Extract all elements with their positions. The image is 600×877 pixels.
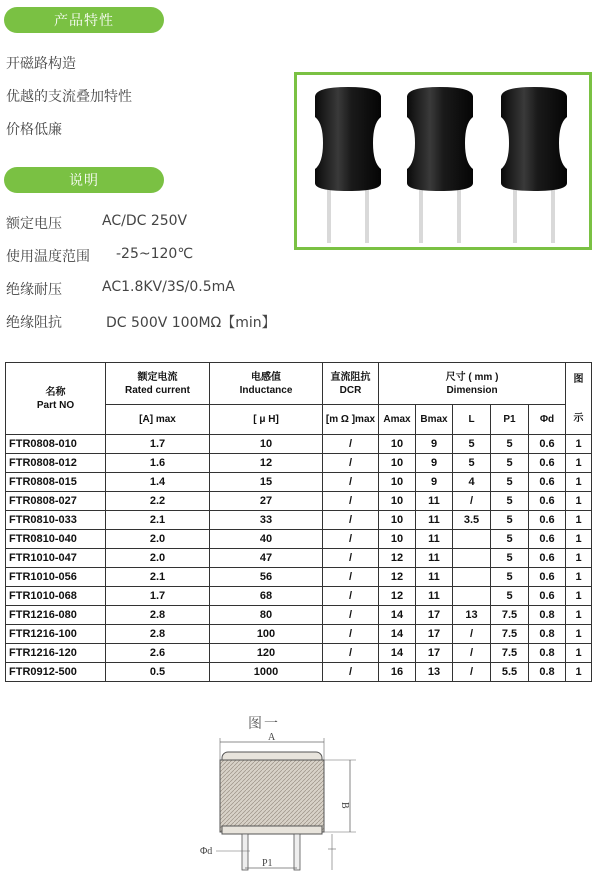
- spec-insulation-resistance: [6, 312, 276, 332]
- cell-phid: 0.8: [529, 625, 566, 644]
- cell-l: /: [453, 644, 491, 663]
- cell-bmax: 17: [416, 625, 453, 644]
- cell-p1: 5: [491, 454, 529, 473]
- table-row: [6, 492, 592, 511]
- cell-amax: 14: [379, 625, 416, 644]
- spec-insulation-voltage: [6, 279, 235, 299]
- cell-l: [453, 587, 491, 606]
- table-row: [6, 473, 592, 492]
- cell-amax: 10: [379, 435, 416, 454]
- cell-part-no: FTR0808-010: [6, 435, 106, 454]
- cell-part-no: FTR0808-027: [6, 492, 106, 511]
- cell-phid: 0.8: [529, 606, 566, 625]
- cell-rated-current: 1.7: [106, 435, 210, 454]
- cell-inductance: 80: [210, 606, 323, 625]
- cell-l: 13: [453, 606, 491, 625]
- table-row: [6, 587, 592, 606]
- cell-figure: 1: [566, 454, 592, 473]
- cell-phid: 0.8: [529, 663, 566, 682]
- cell-phid: 0.6: [529, 454, 566, 473]
- cell-rated-current: 2.6: [106, 644, 210, 663]
- cell-rated-current: 0.5: [106, 663, 210, 682]
- cell-l: 3.5: [453, 511, 491, 530]
- cell-rated-current: 2.1: [106, 568, 210, 587]
- product-photo: [294, 72, 592, 250]
- cell-figure: 1: [566, 549, 592, 568]
- cell-part-no: FTR1216-120: [6, 644, 106, 663]
- table-row: [6, 644, 592, 663]
- cell-inductance: 120: [210, 644, 323, 663]
- cell-phid: 0.6: [529, 530, 566, 549]
- cell-bmax: 11: [416, 492, 453, 511]
- cell-bmax: 11: [416, 530, 453, 549]
- cell-rated-current: 2.8: [106, 625, 210, 644]
- header-part-no: 名称 Part NO: [6, 363, 106, 435]
- cell-amax: 10: [379, 454, 416, 473]
- cell-inductance: 33: [210, 511, 323, 530]
- cell-p1: 7.5: [491, 606, 529, 625]
- cell-phid: 0.8: [529, 644, 566, 663]
- cell-dcr: /: [323, 663, 379, 682]
- table-row: [6, 568, 592, 587]
- spec-label: 使用温度范围: [6, 249, 90, 265]
- notes-section-title: [4, 167, 164, 193]
- cell-figure: 1: [566, 473, 592, 492]
- cell-bmax: 17: [416, 606, 453, 625]
- inductor-image: [497, 83, 571, 243]
- cell-figure: 1: [566, 625, 592, 644]
- spec-table: [5, 362, 592, 682]
- cell-phid: 0.6: [529, 511, 566, 530]
- cell-rated-current: 2.1: [106, 511, 210, 530]
- cell-dcr: /: [323, 568, 379, 587]
- cell-figure: 1: [566, 606, 592, 625]
- cell-p1: 7.5: [491, 644, 529, 663]
- table-row: [6, 663, 592, 682]
- cell-phid: 0.6: [529, 492, 566, 511]
- cell-figure: 1: [566, 492, 592, 511]
- spec-value: AC/DC 250V: [102, 213, 188, 229]
- header-phid: Φd: [529, 405, 566, 435]
- cell-inductance: 1000: [210, 663, 323, 682]
- table-row: [6, 549, 592, 568]
- cell-figure: 1: [566, 587, 592, 606]
- cell-bmax: 11: [416, 549, 453, 568]
- cell-phid: 0.6: [529, 568, 566, 587]
- cell-l: [453, 530, 491, 549]
- cell-phid: 0.6: [529, 549, 566, 568]
- cell-bmax: 17: [416, 644, 453, 663]
- cell-l: /: [453, 663, 491, 682]
- spec-temperature: [6, 246, 194, 266]
- cell-part-no: FTR0808-012: [6, 454, 106, 473]
- cell-l: [453, 568, 491, 587]
- cell-bmax: 11: [416, 587, 453, 606]
- features-section-label: 产品特性: [54, 13, 114, 29]
- header-amax: Amax: [379, 405, 416, 435]
- header-dcr: 直流阻抗 DCR: [323, 363, 379, 405]
- cell-amax: 10: [379, 511, 416, 530]
- cell-dcr: /: [323, 606, 379, 625]
- cell-phid: 0.6: [529, 435, 566, 454]
- header-dcr-unit: [m Ω ]max: [323, 405, 379, 435]
- cell-figure: 1: [566, 568, 592, 587]
- spec-table-body: [6, 435, 592, 682]
- cell-l: [453, 549, 491, 568]
- cell-dcr: /: [323, 435, 379, 454]
- cell-part-no: FTR1010-068: [6, 587, 106, 606]
- table-row: [6, 454, 592, 473]
- cell-p1: 5: [491, 549, 529, 568]
- header-rated-current: 额定电流 Rated current: [106, 363, 210, 405]
- cell-inductance: 27: [210, 492, 323, 511]
- cell-figure: 1: [566, 511, 592, 530]
- cell-p1: 7.5: [491, 625, 529, 644]
- spec-label: 绝缘阻抗: [6, 315, 62, 331]
- cell-amax: 12: [379, 568, 416, 587]
- cell-rated-current: 1.7: [106, 587, 210, 606]
- header-figure: 图 示: [566, 363, 592, 435]
- cell-p1: 5: [491, 435, 529, 454]
- cell-amax: 10: [379, 492, 416, 511]
- cell-inductance: 12: [210, 454, 323, 473]
- cell-part-no: FTR0810-033: [6, 511, 106, 530]
- cell-rated-current: 2.0: [106, 549, 210, 568]
- cell-l: /: [453, 492, 491, 511]
- notes-section-label: 说明: [69, 173, 99, 189]
- dimension-drawing: [190, 730, 370, 876]
- header-p1: P1: [491, 405, 529, 435]
- header-current-unit: [A] max: [106, 405, 210, 435]
- cell-figure: 1: [566, 663, 592, 682]
- label-b: B: [339, 802, 350, 809]
- table-row: [6, 606, 592, 625]
- cell-figure: 1: [566, 435, 592, 454]
- cell-inductance: 40: [210, 530, 323, 549]
- cell-rated-current: 1.4: [106, 473, 210, 492]
- cell-amax: 16: [379, 663, 416, 682]
- cell-rated-current: 2.8: [106, 606, 210, 625]
- cell-l: 5: [453, 454, 491, 473]
- cell-dcr: /: [323, 473, 379, 492]
- spec-value: -25~120℃: [116, 246, 194, 262]
- cell-bmax: 9: [416, 473, 453, 492]
- cell-amax: 12: [379, 587, 416, 606]
- cell-part-no: FTR1216-080: [6, 606, 106, 625]
- cell-part-no: FTR0912-500: [6, 663, 106, 682]
- cell-rated-current: 2.2: [106, 492, 210, 511]
- table-row: [6, 511, 592, 530]
- cell-amax: 10: [379, 530, 416, 549]
- inductor-image: [311, 83, 385, 243]
- cell-dcr: /: [323, 511, 379, 530]
- cell-inductance: 10: [210, 435, 323, 454]
- cell-p1: 5.5: [491, 663, 529, 682]
- cell-dcr: /: [323, 644, 379, 663]
- cell-l: 4: [453, 473, 491, 492]
- inductor-image: [403, 83, 477, 243]
- cell-p1: 5: [491, 511, 529, 530]
- cell-figure: 1: [566, 644, 592, 663]
- cell-bmax: 13: [416, 663, 453, 682]
- cell-amax: 12: [379, 549, 416, 568]
- cell-p1: 5: [491, 492, 529, 511]
- inductor-body: [220, 760, 324, 832]
- table-row: [6, 625, 592, 644]
- cell-dcr: /: [323, 625, 379, 644]
- cell-dcr: /: [323, 492, 379, 511]
- feature-item: 价格低廉: [6, 122, 62, 138]
- cell-amax: 10: [379, 473, 416, 492]
- label-phid: Φd: [200, 846, 213, 857]
- cell-part-no: FTR0810-040: [6, 530, 106, 549]
- table-row: [6, 530, 592, 549]
- cell-inductance: 56: [210, 568, 323, 587]
- spec-rated-voltage: [6, 213, 188, 233]
- cell-dcr: /: [323, 587, 379, 606]
- spec-label: 绝缘耐压: [6, 282, 62, 298]
- cell-p1: 5: [491, 530, 529, 549]
- cell-inductance: 15: [210, 473, 323, 492]
- cell-phid: 0.6: [529, 473, 566, 492]
- cell-p1: 5: [491, 473, 529, 492]
- cell-part-no: FTR1010-047: [6, 549, 106, 568]
- cell-dcr: /: [323, 530, 379, 549]
- label-p1: P1: [262, 858, 273, 869]
- cell-inductance: 100: [210, 625, 323, 644]
- header-l: L: [453, 405, 491, 435]
- feature-item: 优越的支流叠加特性: [6, 89, 132, 105]
- cell-part-no: FTR0808-015: [6, 473, 106, 492]
- lead-right: [294, 834, 300, 870]
- cell-bmax: 11: [416, 511, 453, 530]
- header-bmax: Bmax: [416, 405, 453, 435]
- cell-phid: 0.6: [529, 587, 566, 606]
- cell-l: /: [453, 625, 491, 644]
- label-a: A: [268, 732, 276, 743]
- cell-l: 5: [453, 435, 491, 454]
- cell-bmax: 11: [416, 568, 453, 587]
- figure-title: 图一: [248, 716, 280, 732]
- cell-p1: 5: [491, 568, 529, 587]
- cell-part-no: FTR1010-056: [6, 568, 106, 587]
- cell-dcr: /: [323, 549, 379, 568]
- cell-amax: 14: [379, 606, 416, 625]
- cell-rated-current: 1.6: [106, 454, 210, 473]
- cell-amax: 14: [379, 644, 416, 663]
- cell-part-no: FTR1216-100: [6, 625, 106, 644]
- cell-inductance: 68: [210, 587, 323, 606]
- cell-bmax: 9: [416, 454, 453, 473]
- cell-p1: 5: [491, 587, 529, 606]
- table-row: [6, 435, 592, 454]
- cell-dcr: /: [323, 454, 379, 473]
- feature-item: 开磁路构造: [6, 56, 76, 72]
- header-dimension: 尺寸 ( mm ) Dimension: [379, 363, 566, 405]
- cell-inductance: 47: [210, 549, 323, 568]
- cell-figure: 1: [566, 530, 592, 549]
- spec-label: 额定电压: [6, 216, 62, 232]
- cell-rated-current: 2.0: [106, 530, 210, 549]
- cell-bmax: 9: [416, 435, 453, 454]
- features-section-title: [4, 7, 164, 33]
- header-inductance-unit: [ μ H]: [210, 405, 323, 435]
- header-inductance: 电感值 Inductance: [210, 363, 323, 405]
- lead-left: [242, 834, 248, 870]
- spec-value: DC 500V 100MΩ【min】: [106, 315, 276, 331]
- spec-value: AC1.8KV/3S/0.5mA: [102, 279, 235, 295]
